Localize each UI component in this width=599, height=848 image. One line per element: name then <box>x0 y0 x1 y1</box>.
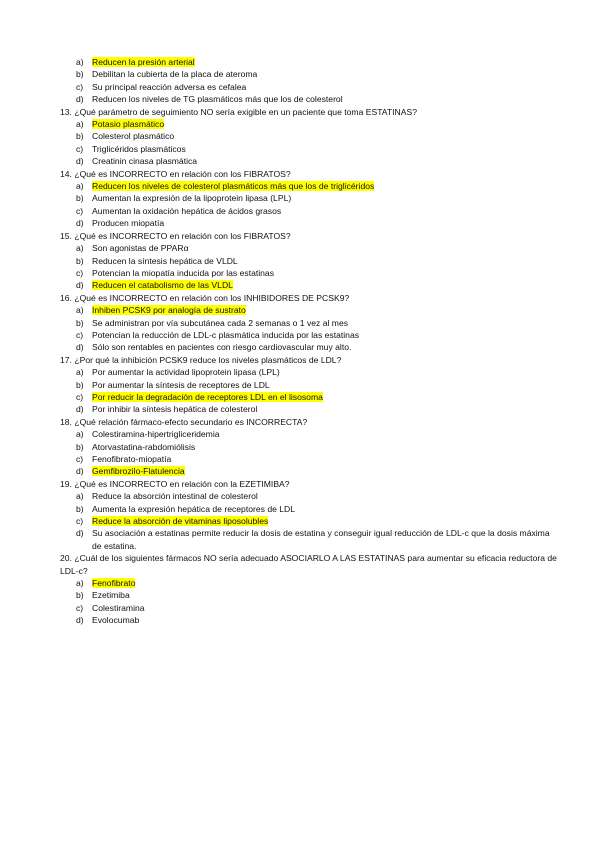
option-letter: c) <box>76 81 84 92</box>
answer-option <box>60 589 560 601</box>
answer-option <box>60 453 560 465</box>
option-letter: c) <box>76 602 84 613</box>
option-letter: c) <box>76 267 84 278</box>
answer-option <box>60 391 560 403</box>
option-letter: b) <box>76 255 84 266</box>
option-letter: b) <box>76 441 84 452</box>
answer-option <box>60 317 560 329</box>
highlighted-answer-text: Reduce la absorción de vitaminas liposolubles <box>92 516 269 527</box>
option-text: Son agonistas de PPARα <box>92 243 189 254</box>
option-text: Reduce la absorción intestinal de colesterol <box>92 491 258 502</box>
option-letter: d) <box>76 218 84 229</box>
answer-option <box>60 366 560 378</box>
answer-option <box>60 465 560 477</box>
answer-option <box>60 341 560 353</box>
option-text: Reducen la síntesis hepática de VLDL <box>92 255 238 266</box>
highlighted-answer-text: Inhiben PCSK9 por analogía de sustrato <box>92 305 246 316</box>
option-text: Fenofibrato-miopatía <box>92 454 172 464</box>
option-letter: a) <box>76 305 84 316</box>
answer-option <box>60 192 560 204</box>
option-letter: a) <box>76 367 84 378</box>
answer-option <box>60 255 560 267</box>
answer-option <box>60 403 560 415</box>
highlighted-answer-text: Fenofibrato <box>92 578 136 589</box>
answer-option <box>60 577 560 589</box>
option-letter: b) <box>76 590 84 601</box>
answer-option <box>60 242 560 254</box>
option-text: Colestiramina <box>92 602 145 613</box>
answer-option <box>60 217 560 229</box>
option-letter: a) <box>76 491 84 502</box>
option-text: Reducen los niveles de TG plasmáticos más que los de colesterol <box>92 94 343 105</box>
answer-option <box>60 93 560 105</box>
option-letter: c) <box>76 516 84 527</box>
option-letter: a) <box>76 429 84 440</box>
option-text: Se administran por vía subcutánea cada 2 semanas o 1 vez al mes <box>92 317 349 328</box>
option-letter: d) <box>76 528 84 539</box>
option-letter: d) <box>76 280 84 291</box>
option-text: Triglicéridos plasmáticos <box>92 143 186 154</box>
answer-option <box>60 428 560 440</box>
highlighted-answer-text: Por reducir la degradación de receptores LDL en el lisosoma <box>92 391 323 402</box>
answer-option <box>60 267 560 279</box>
option-text: Por aumentar la síntesis de receptores de LDL <box>92 379 270 390</box>
answer-option <box>60 441 560 453</box>
question-text: 20. ¿Cuál de los siguientes fármacos NO sería adecuado ASOCIARLO A LAS ESTATINAS para aumentar su eficacia reductora de LDL-c? <box>60 553 557 576</box>
option-text: Aumenta la expresión hepática de receptores de LDL <box>92 503 296 514</box>
option-letter: c) <box>76 205 84 216</box>
option-letter: c) <box>76 454 84 464</box>
option-letter: d) <box>76 156 84 167</box>
question-text: 13. ¿Qué parámetro de seguimiento NO sería exigible en un paciente que toma ESTATINAS? <box>60 106 417 117</box>
option-letter: b) <box>76 131 84 142</box>
option-text: Su principal reacción adversa es cefalea <box>92 81 247 92</box>
option-letter: d) <box>76 466 84 477</box>
option-letter: b) <box>76 69 84 80</box>
answer-option <box>60 379 560 391</box>
answer-option <box>60 68 560 80</box>
option-text: Aumentan la oxidación hepática de ácidos grasos <box>92 205 282 216</box>
option-text: Debilitan la cubierta de la placa de ateroma <box>92 69 258 80</box>
option-letter: d) <box>76 615 84 626</box>
option-letter: a) <box>76 578 84 589</box>
option-letter: c) <box>76 143 84 154</box>
option-letter: c) <box>76 329 84 340</box>
answer-option <box>60 81 560 93</box>
question-text: 15. ¿Qué es INCORRECTO en relación con los FIBRATOS? <box>60 230 291 241</box>
answer-option <box>60 602 560 614</box>
question-text: 16. ¿Qué es INCORRECTO en relación con los INHIBIDORES DE PCSK9? <box>60 292 350 303</box>
option-letter: a) <box>76 243 84 254</box>
option-text: Por inhibir la síntesis hepática de colesterol <box>92 404 258 415</box>
answer-option <box>60 503 560 515</box>
option-letter: a) <box>76 119 84 130</box>
answer-option <box>60 155 560 167</box>
question-text: 14. ¿Qué es INCORRECTO en relación con los FIBRATOS? <box>60 168 291 179</box>
option-text: Atorvastatina-rabdomiólisis <box>92 441 196 452</box>
option-text: Aumentan la expresión de la lipoprotein lipasa (LPL) <box>92 193 292 204</box>
option-text: Potencian la miopatía inducida por las estatinas <box>92 267 275 278</box>
option-text: Evolocumab <box>92 615 140 626</box>
answer-option <box>60 56 560 68</box>
option-letter: c) <box>76 391 84 402</box>
answer-option <box>60 118 560 130</box>
answer-option <box>60 205 560 217</box>
option-letter: d) <box>76 94 84 105</box>
answer-option <box>60 329 560 341</box>
option-text: Sólo son rentables en pacientes con riesgo cardiovascular muy alto. <box>92 342 352 353</box>
question-text: 18. ¿Qué relación fármaco-efecto secundario es INCORRECTA? <box>60 416 308 427</box>
option-letter: b) <box>76 317 84 328</box>
answer-option <box>60 490 560 502</box>
question-text: 19. ¿Qué es INCORRECTO en relación con la EZETIMIBA? <box>60 478 290 489</box>
option-text: Colestiramina-hipertrigliceridemia <box>92 429 220 440</box>
option-letter: d) <box>76 404 84 415</box>
option-text: Por aumentar la actividad lipoprotein lipasa (LPL) <box>92 367 280 378</box>
option-letter: b) <box>76 503 84 514</box>
option-letter: d) <box>76 342 84 353</box>
answer-option <box>60 527 560 552</box>
answer-option <box>60 180 560 192</box>
answer-option <box>60 279 560 291</box>
answer-option <box>60 515 560 527</box>
option-letter: a) <box>76 181 84 192</box>
answer-option <box>60 130 560 142</box>
option-text: Potencian la reducción de LDL-c plasmática inducida por las estatinas <box>92 329 360 340</box>
highlighted-answer-text: Reducen la presión arterial <box>92 57 195 67</box>
option-text: Producen miopatía <box>92 218 165 229</box>
option-text: Su asociación a estatinas permite reducir la dosis de estatina y conseguir igual reducción de LDL-c que la dosis máxima de estatina. <box>92 528 550 551</box>
option-letter: b) <box>76 379 84 390</box>
highlighted-answer-text: Reducen los niveles de colesterol plasmáticos más que los de triglicéridos <box>92 181 375 192</box>
option-letter: b) <box>76 193 84 204</box>
option-text: Colesterol plasmático <box>92 131 175 142</box>
answer-option <box>60 143 560 155</box>
highlighted-answer-text: Reducen el catabolismo de las VLDL <box>92 280 233 291</box>
option-text: Ezetimiba <box>92 590 130 601</box>
highlighted-answer-text: Potasio plasmático <box>92 119 165 130</box>
document-body <box>60 56 560 627</box>
answer-option <box>60 304 560 316</box>
answer-option <box>60 614 560 626</box>
option-text: Creatinin cinasa plasmática <box>92 156 198 167</box>
question-text: 17. ¿Por qué la inhibición PCSK9 reduce los niveles plasmáticos de LDL? <box>60 354 342 365</box>
option-letter: a) <box>76 57 84 67</box>
highlighted-answer-text: Gemfibrozilo-Flatulencia <box>92 466 185 477</box>
